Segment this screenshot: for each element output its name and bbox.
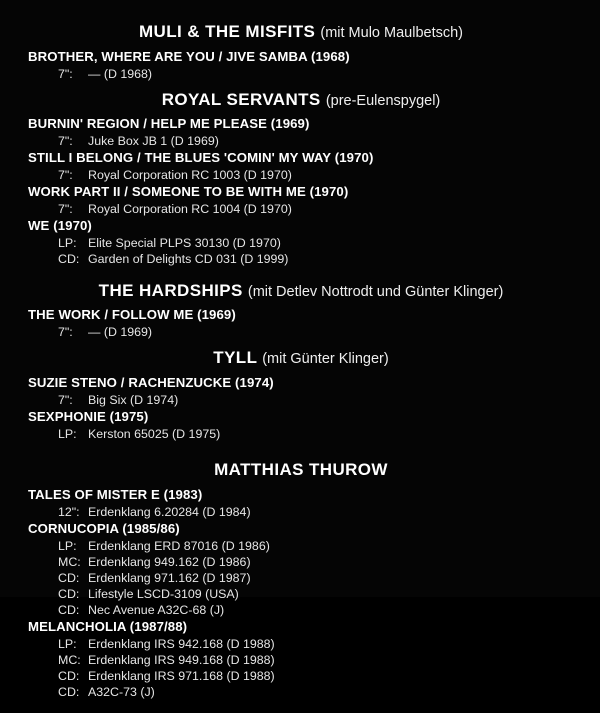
release-title: BURNIN' REGION / HELP ME PLEASE (1969) [28,116,310,132]
artist-name: MATTHIAS THUROW [214,459,388,479]
artist-section [18,281,584,341]
format-value: — (D 1968) [88,66,153,81]
format-label: MC: [58,653,81,668]
format-value: Royal Corporation RC 1003 (D 1970) [88,168,292,183]
format-list [18,636,584,701]
release-title: CORNUCOPIA (1985/86) [28,520,180,536]
release-title: TALES OF MISTER E (1983) [28,486,203,502]
release-entry [18,619,584,700]
format-list [18,133,584,149]
format-list [18,66,584,82]
format-label: 7": [58,392,73,407]
format-value: Juke Box JB 1 (D 1969) [88,134,219,149]
format-row [58,684,584,700]
format-row [58,570,584,586]
format-row [58,324,584,340]
format-row [58,392,584,408]
format-row [58,167,584,183]
release-entry [18,307,584,340]
format-row [58,554,584,570]
format-list [18,324,584,340]
format-row [58,538,584,554]
format-list [18,392,584,408]
format-row [58,668,584,684]
release-entry [18,184,584,217]
format-row [58,504,584,520]
format-list [18,235,584,267]
format-value: Nec Avenue A32C-68 (J) [88,603,225,618]
artist-heading [18,460,584,480]
format-value: Erdenklang 949.162 (D 1986) [88,554,251,569]
artist-note: (mit Günter Klinger) [262,351,389,368]
format-row [58,235,584,251]
release-entry [18,150,584,183]
format-value: Kerston 65025 (D 1975) [88,426,221,441]
format-value: Erdenklang IRS 949.168 (D 1988) [88,653,275,668]
release-title: WORK PART II / SOMEONE TO BE WITH ME (1970) [28,184,349,200]
format-value: Erdenklang 6.20284 (D 1984) [88,504,251,519]
format-value: Royal Corporation RC 1004 (D 1970) [88,202,292,217]
format-row [58,586,584,602]
format-value: Erdenklang 971.162 (D 1987) [88,570,251,585]
format-label: 7": [58,325,73,340]
format-label: 7": [58,66,73,81]
artist-name: ROYAL SERVANTS [161,89,321,109]
format-value: Big Six (D 1974) [88,392,179,407]
format-row [58,426,584,442]
format-row [58,251,584,267]
format-value: Garden of Delights CD 031 (D 1999) [88,252,289,267]
release-title: SUZIE STENO / RACHENZUCKE (1974) [28,374,274,390]
release-entry [18,218,584,267]
format-value: A32C-73 (J) [88,685,155,700]
format-label: 7": [58,168,73,183]
format-row [58,652,584,668]
release-entry [18,116,584,149]
release-entry [18,409,584,442]
artist-note: (mit Detlev Nottrodt und Günter Klinger) [247,283,504,300]
spacer [18,270,584,281]
artist-name: THE HARDSHIPS [98,280,243,300]
format-value: Elite Special PLPS 30130 (D 1970) [88,236,281,251]
release-title: BROTHER, WHERE ARE YOU / JIVE SAMBA (1968) [28,48,350,64]
format-label: CD: [58,252,80,267]
format-row [58,602,584,618]
artist-heading [18,281,584,301]
release-title: SEXPHONIE (1975) [28,408,149,424]
format-row [58,133,584,149]
format-list [18,201,584,217]
release-entry [18,487,584,520]
format-list [18,504,584,520]
artist-section [18,22,584,82]
format-value: Erdenklang IRS 942.168 (D 1988) [88,637,275,652]
release-title: STILL I BELONG / THE BLUES 'COMIN' MY WAY (1970) [28,150,374,166]
artist-heading [18,22,584,42]
artist-section [18,460,584,701]
format-row [58,66,584,82]
format-label: LP: [58,236,77,251]
format-label: LP: [58,538,77,553]
format-label: 12": [58,504,80,519]
release-entry [18,49,584,82]
format-label: CD: [58,669,80,684]
format-value: Erdenklang IRS 971.168 (D 1988) [88,669,275,684]
format-label: CD: [58,685,80,700]
format-label: CD: [58,586,80,601]
format-label: LP: [58,637,77,652]
artist-name: TYLL [213,348,258,368]
artist-heading [18,348,584,368]
artist-note: (mit Mulo Maulbetsch) [320,25,463,41]
spacer [18,444,584,460]
format-label: 7": [58,134,73,149]
release-entry [18,375,584,408]
format-label: 7": [58,202,73,217]
format-row [58,201,584,217]
format-label: CD: [58,570,80,585]
artist-heading [18,90,584,110]
format-list [18,538,584,619]
release-entry [18,521,584,619]
artist-note: (pre-Eulenspygel) [325,92,441,109]
release-title: THE WORK / FOLLOW ME (1969) [28,307,236,323]
artist-section [18,348,584,442]
artist-name: MULI & THE MISFITS [139,22,316,41]
format-label: MC: [58,554,81,569]
artist-section [18,90,584,268]
format-value: Lifestyle LSCD-3109 (USA) [88,586,239,601]
release-title: WE (1970) [28,218,92,234]
release-title: MELANCHOLIA (1987/88) [28,619,188,635]
format-list [18,426,584,442]
format-row [58,636,584,652]
format-value: Erdenklang ERD 87016 (D 1986) [88,538,270,553]
format-label: CD: [58,603,80,618]
format-label: LP: [58,426,77,441]
format-value: — (D 1969) [88,325,153,340]
format-list [18,167,584,183]
